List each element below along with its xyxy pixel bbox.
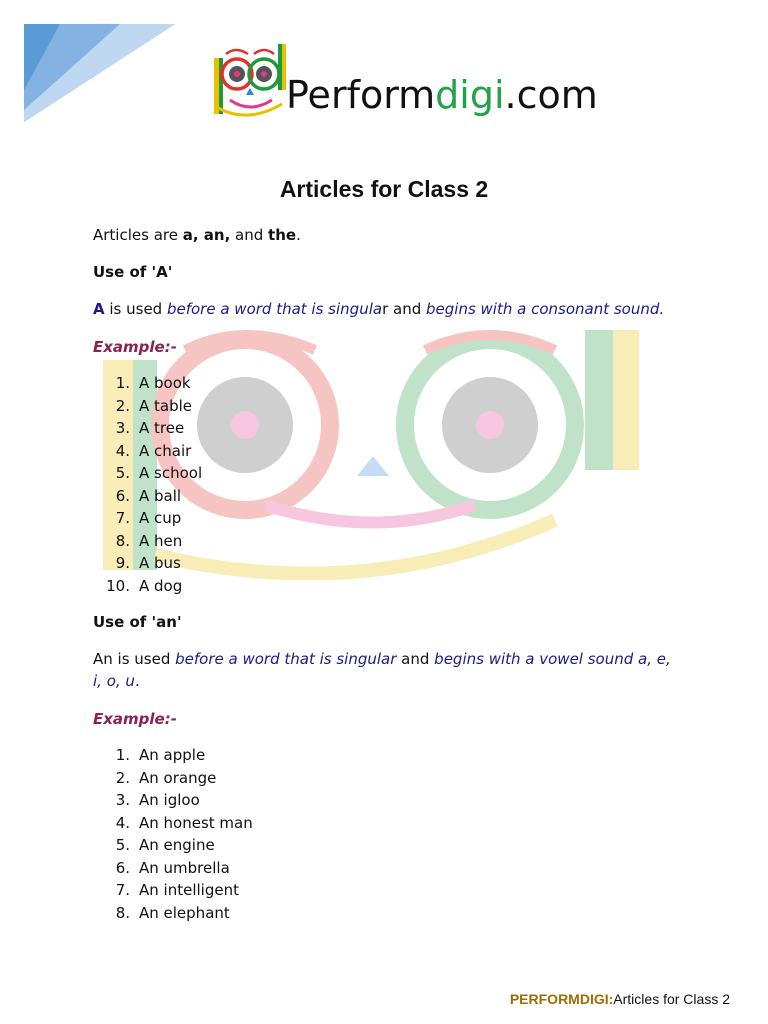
intro-period: . (296, 226, 301, 244)
list-number: 4. (115, 441, 130, 460)
list-item (93, 902, 253, 925)
list-item (93, 834, 253, 857)
list-number: 8. (115, 903, 130, 922)
list-text: A chair (139, 441, 192, 460)
list-number: 10. (106, 576, 130, 595)
list-text: A cup (139, 509, 182, 527)
rule-a-text-1: is used (104, 300, 167, 318)
list-number: 9. (115, 554, 130, 572)
list-text: An apple (139, 746, 206, 764)
list-text: An umbrella (139, 858, 230, 877)
list-item (93, 485, 202, 508)
list-an-examples (93, 744, 253, 924)
list-item (93, 552, 202, 575)
list-text: An honest man (139, 813, 253, 832)
list-a-examples (93, 372, 202, 597)
example-label-a: Example:- (93, 338, 177, 356)
heading-use-of-a: Use of 'A' (93, 263, 173, 281)
intro-articles: a, an, (182, 226, 231, 244)
list-number: 2. (115, 396, 130, 415)
brand-name (286, 73, 598, 117)
list-number: 6. (115, 486, 130, 505)
list-item (93, 879, 253, 902)
list-text: A tree (139, 419, 185, 437)
list-text: A book (139, 374, 191, 392)
list-item (93, 575, 202, 598)
list-number: 8. (115, 531, 130, 550)
rule-an-text-1: An is used (93, 650, 176, 668)
list-number: 3. (115, 791, 130, 809)
list-text: A school (139, 464, 203, 482)
list-item (93, 530, 202, 553)
list-number: 1. (115, 746, 130, 764)
list-text: A ball (139, 486, 182, 505)
brand-prefix: Perform (286, 73, 436, 117)
rule-a-text-2: before a word that is singula (166, 300, 383, 318)
list-text: A hen (139, 531, 183, 550)
heading-use-of-an: Use of 'an' (93, 613, 182, 631)
rule-an-paragraph (93, 648, 673, 692)
list-number: 5. (115, 464, 130, 482)
list-item (93, 857, 253, 880)
list-item (93, 440, 202, 463)
list-number: 2. (115, 768, 130, 787)
list-text: An elephant (139, 903, 230, 922)
footer-title: Articles for Class 2 (613, 991, 730, 1007)
performdigi-logo (208, 42, 290, 120)
rule-a-text-5: . (659, 300, 665, 318)
list-item (93, 767, 253, 790)
list-text: An orange (139, 768, 217, 787)
list-item (93, 812, 253, 835)
list-item (93, 507, 202, 530)
corner-decoration (0, 0, 175, 125)
list-item (93, 417, 202, 440)
rule-an-text-2: before a word that is singular (175, 650, 397, 668)
list-item (93, 462, 202, 485)
list-item (93, 395, 202, 418)
page-title: Articles for Class 2 (279, 176, 489, 202)
rule-a-text-4: begins with a consonant sound (426, 300, 660, 318)
intro-text: Articles are (93, 226, 183, 244)
rule-a-letter: A (93, 300, 105, 318)
rule-an-text-5: . (134, 672, 140, 690)
intro-paragraph (93, 224, 301, 246)
page-footer (510, 991, 730, 1007)
intro-the: the (268, 226, 297, 244)
rule-a-paragraph (93, 298, 664, 320)
rule-a-text-3: r and (382, 300, 426, 318)
list-number: 4. (115, 813, 130, 832)
list-text: A table (139, 396, 193, 415)
list-text: A bus (139, 554, 181, 572)
list-text: An engine (139, 836, 215, 854)
list-text: A dog (139, 576, 183, 595)
example-label-an: Example:- (93, 710, 177, 728)
list-number: 7. (115, 509, 130, 527)
list-number: 5. (115, 836, 130, 854)
list-text: An igloo (139, 791, 200, 809)
list-item (93, 372, 202, 395)
brand-suffix: .com (504, 73, 598, 117)
list-number: 6. (115, 858, 130, 877)
rule-an-text-3: and (396, 650, 435, 668)
rule-an-text-4: begins with a vowel sound a, e, i, o, u (93, 650, 671, 690)
list-text: An intelligent (139, 881, 239, 899)
list-number: 3. (115, 419, 130, 437)
list-number: 1. (115, 374, 130, 392)
list-number: 7. (115, 881, 130, 899)
list-item (93, 789, 253, 812)
list-item (93, 744, 253, 767)
footer-brand: PERFORMDIGI: (509, 991, 614, 1007)
intro-and: and (230, 226, 269, 244)
brand-green: digi (435, 73, 505, 117)
